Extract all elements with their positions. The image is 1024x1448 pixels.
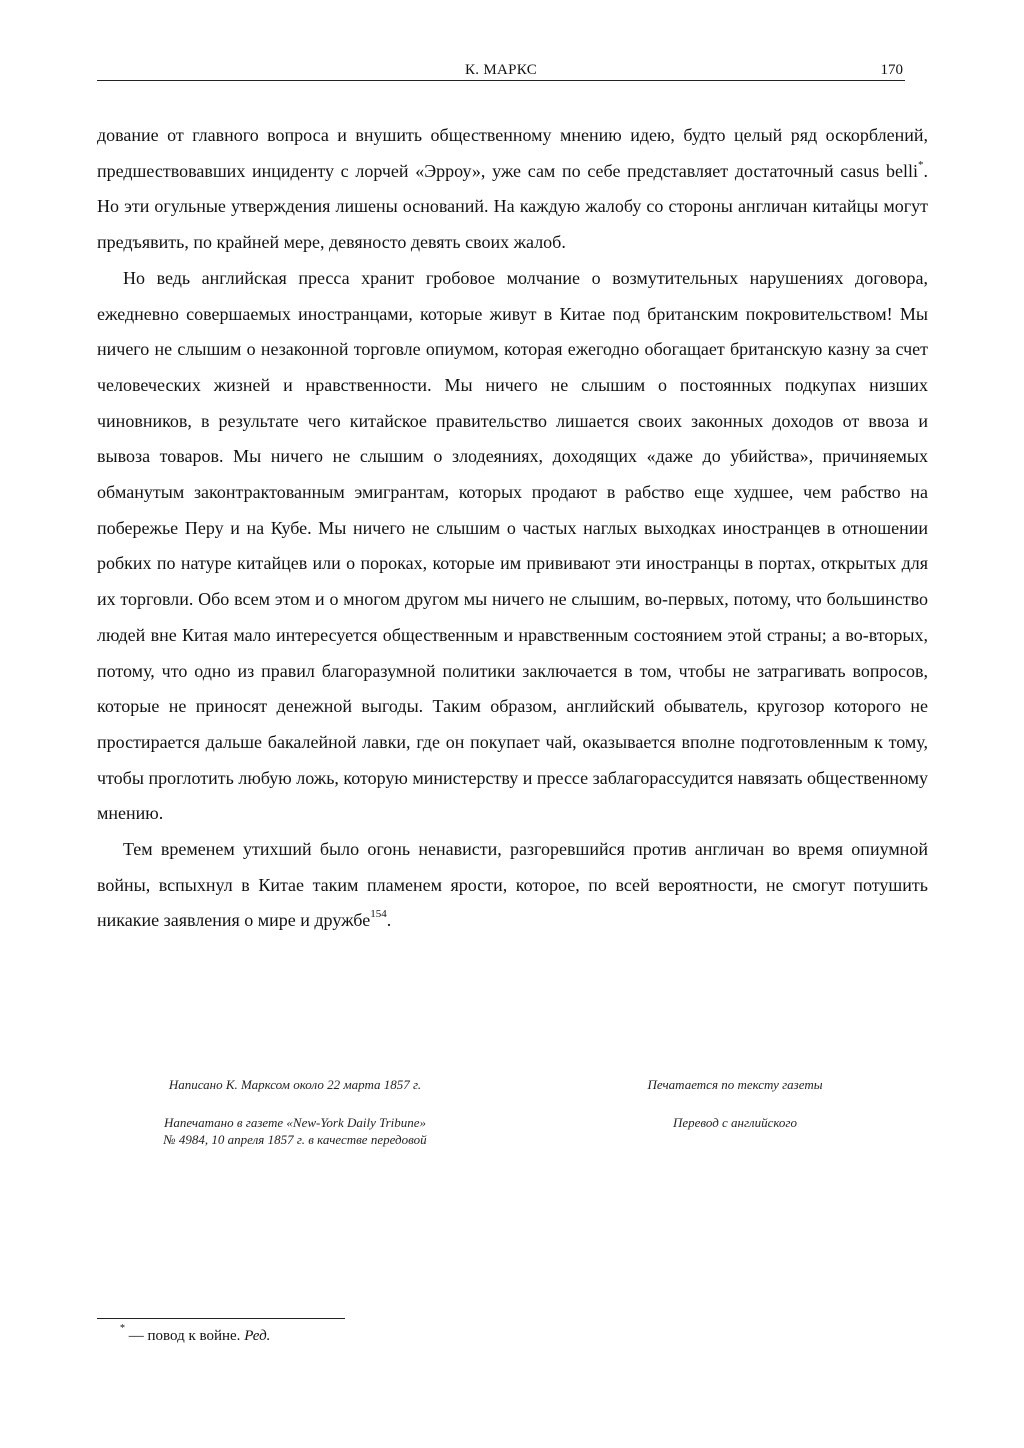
footnote-marker-asterisk[interactable]: *	[918, 158, 924, 171]
colophon-written-note: Написано К. Марксом около 22 марта 1857 г.	[168, 1077, 422, 1092]
footnote-mark: *	[120, 1323, 125, 1334]
paragraph-1	[97, 118, 928, 261]
colophon-published-line-1: Напечатано в газете «New-York Daily Tribune»	[163, 1115, 427, 1130]
main-text	[97, 118, 928, 939]
running-head-author: К. МАРКС	[464, 62, 538, 78]
colophon-right	[590, 1076, 880, 1131]
paragraph-1-text-a: дование от главного вопроса и внушить общественному мнению идею, будто целый ряд оскорблений, предшествовавших инциденту с лорчей «Эрроу», уже сам по себе представляет достаточный casus belli	[97, 125, 928, 181]
paragraph-1-text-b: . Но эти огульные утверждения лишены оснований. На каждую жалобу со стороны англичан китайцы могут предъявить, по крайней мере, девяносто девять своих жалоб.	[97, 160, 928, 253]
paragraph-2: Но ведь английская пресса хранит гробовое молчание о возмутительных нарушениях договора, ежедневно совершаемых иностранцами, которые живут в Китае под британским покровительством! Мы ничего не слышим о незаконной торговле опиумом, которая ежегодно обогащает британскую казну за счет человеческих жизней и нравственности. Мы ничего не слышим о постоянных подкупах низших чиновников, в результате чего китайское правительство лишается своих законных доходов от ввоза и вывоза товаров. Мы ничего не слышим о злодеяниях, доходящих «даже до убийства», причиняемых обманутым законтрактованным эмигрантам, которых продают в рабство еще худшее, чем рабство на побережье Перу и на Кубе. Мы ничего не слышим о частых наглых выходках иностранцев в отношении робких по натуре китайцев или о пороках, которые им прививают эти иностранцы в портах, открытых для их торговли. Обо всем этом и о многом другом мы ничего не слышим, во-первых, потому, что большинство людей вне Китая мало интересуется общественным и нравственным состоянием этой страны; а во-вторых, потому, что одно из правил благоразумной политики заключается в том, чтобы не затрагивать вопросов, которые не приносят денежной выгоды. Таким образом, английский обыватель, кругозор которого не простирается дальше бакалейной лавки, где он покупает чай, оказывается вполне подготовленным к тому, чтобы проглотить любую ложь, которую министерству и прессе заблагорассудится навязать общественному мнению.	[97, 267, 928, 824]
paragraph-3	[97, 832, 928, 939]
footnote-editor-note: Ред.	[244, 1328, 271, 1344]
running-head	[97, 60, 905, 81]
paragraph-3-text-a: Тем временем утихший было огонь ненависти, разгоревшийся против англичан во время опиумной войны, вспыхнул в Китае таким пламенем ярости, которое, по всей вероятности, не смогут потушить никакие заявления о мире и дружбе	[97, 839, 928, 931]
colophon-published-line-2: № 4984, 10 апреля 1857 г. в качестве передовой	[163, 1132, 427, 1147]
footnote-text: — повод к войне.	[125, 1328, 245, 1344]
footnote	[120, 1323, 271, 1345]
colophon-translation-note: Перевод с английского	[672, 1115, 798, 1130]
endnote-reference-154[interactable]: 154	[370, 908, 387, 921]
footnote-divider	[97, 1318, 345, 1319]
paragraph-3-text-b: .	[386, 910, 392, 931]
page-number: 170	[880, 62, 903, 78]
colophon-source-note: Печатается по тексту газеты	[647, 1077, 823, 1092]
colophon-left	[120, 1076, 470, 1148]
